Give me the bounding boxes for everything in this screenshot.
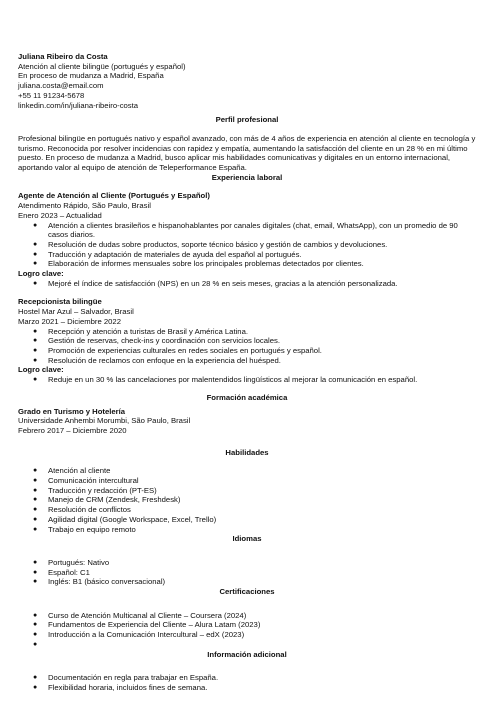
- list-item: ● Introducción a la Comunicación Intercultural – edX (2023): [33, 630, 245, 640]
- email[interactable]: juliana.costa@email.com: [18, 81, 104, 91]
- languages-section-title: Idiomas: [232, 534, 262, 544]
- bullet-icon: ●: [33, 578, 38, 586]
- bullet-icon: ●: [33, 346, 38, 354]
- job-entry: [18, 297, 476, 384]
- bullet-icon: ●: [33, 640, 38, 648]
- list-item: ● Recepción y atención a turistas de Brasil y América Latina.: [33, 326, 248, 336]
- languages-list: [18, 558, 476, 587]
- job-role: Recepcionista bilingüe: [18, 297, 102, 307]
- job-dates: Marzo 2021 – Diciembre 2022: [18, 316, 121, 326]
- list-item: ● Documentación en regla para trabajar en España.: [33, 673, 219, 683]
- list-item: ● Promoción de experiencias culturales en redes sociales en portugués y español.: [33, 345, 322, 355]
- bullet-icon: ●: [33, 250, 38, 258]
- bullet-icon: ●: [33, 337, 38, 345]
- certifications-section-title: Certificaciones: [219, 587, 275, 597]
- bullet-icon: ●: [33, 356, 38, 364]
- certifications-list: [18, 611, 476, 650]
- skills-section-title: Habilidades: [225, 447, 269, 457]
- list-item: ● Atención a clientes brasileños e hispanohablantes por canales digitales (chat, email, WhatsApp), con un promedio de 90 casos diarios.: [33, 220, 458, 240]
- achievement-label: Logro clave:: [18, 269, 64, 279]
- list-item: ● Manejo de CRM (Zendesk, Freshdesk): [33, 495, 181, 505]
- bullet-icon: ●: [33, 477, 38, 485]
- bullet-icon: ●: [33, 506, 38, 514]
- additional-section-title: Información adicional: [207, 649, 287, 659]
- list-item: ● Resolución de reclamos con enfoque en la experiencia del huésped.: [33, 355, 281, 365]
- headline: Atención al cliente bilingüe (portugués y español): [18, 61, 186, 71]
- job-duties-list: [18, 327, 476, 366]
- list-item: ● Flexibilidad horaria, incluidos fines de semana.: [33, 682, 208, 692]
- achievement-label: Logro clave:: [18, 365, 64, 375]
- phone: +55 11 91234-5678: [18, 90, 85, 100]
- school: Universidade Anhembi Morumbi, São Paulo, Brasil: [18, 416, 191, 426]
- bullet-icon: ●: [33, 260, 38, 268]
- achievement-list: [18, 279, 476, 289]
- bullet-icon: ●: [33, 558, 38, 566]
- bullet-icon: ●: [33, 467, 38, 475]
- bullet-icon: ●: [33, 568, 38, 576]
- bullet-icon: ●: [33, 279, 38, 287]
- list-item: ● Reduje en un 30 % las cancelaciones por malentendidos lingüísticos al mejorar la comunicación en español.: [33, 375, 418, 385]
- job-duties-list: [18, 221, 476, 270]
- list-item: ● Inglés: B1 (básico conversacional): [33, 577, 166, 587]
- list-item: ● Mejoré el índice de satisfacción (NPS) en un 28 % en seis meses, gracias a la atención personalizada.: [33, 278, 398, 288]
- additional-list: [18, 673, 476, 692]
- list-item: ● Trabajo en equipo remoto: [33, 524, 136, 534]
- skills-list: [18, 466, 476, 534]
- education-dates: Febrero 2017 – Diciembre 2020: [18, 425, 127, 435]
- list-item: ● Español: C1: [33, 567, 90, 577]
- bullet-icon: ●: [33, 631, 38, 639]
- relocation-note: En proceso de mudanza a Madrid, España: [18, 71, 164, 81]
- job-entry: [18, 191, 476, 288]
- bullet-icon: ●: [33, 611, 38, 619]
- bullet-icon: ●: [33, 240, 38, 248]
- contact-header: [18, 52, 476, 110]
- bullet-icon: ●: [33, 621, 38, 629]
- list-item: [18, 640, 476, 650]
- profile-summary: Profesional bilingüe en portugués nativo y español avanzado, con más de 4 años de experiencia en atención al cliente en tecnología y turismo. Reconocida por resolver incidencias con rapidez y empatía, aumentando la satisfacción del cliente en un 28 % en mi último puesto. En proceso de mudanza a Madrid, busco aplicar mis habilidades comunicativas y digitales en un entorno internacional, aportando valor al equipo de atención de Teleperformance España.: [18, 133, 476, 173]
- job-company: Hostel Mar Azul – Salvador, Brasil: [18, 307, 134, 317]
- list-item: ● Traducción y redacción (PT-ES): [33, 485, 157, 495]
- bullet-icon: ●: [33, 327, 38, 335]
- bullet-icon: ●: [33, 683, 38, 691]
- list-item: ● Elaboración de informes mensuales sobre los principales problemas detectados por clientes.: [33, 259, 364, 269]
- bullet-icon: ●: [33, 674, 38, 682]
- list-item: ● Traducción y adaptación de materiales de ayuda del español al portugués.: [33, 249, 302, 259]
- bullet-icon: ●: [33, 525, 38, 533]
- list-item: ● Fundamentos de Experiencia del Cliente – Alura Latam (2023): [33, 620, 261, 630]
- bullet-icon: ●: [33, 376, 38, 384]
- bullet-icon: ●: [33, 486, 38, 494]
- bullet-icon: ●: [33, 496, 38, 504]
- list-item: ● Comunicación intercultural: [33, 476, 139, 486]
- list-item: ● Resolución de dudas sobre productos, soporte técnico básico y gestión de cambios y devoluciones.: [33, 239, 388, 249]
- degree: Grado en Turismo y Hotelería: [18, 406, 126, 416]
- candidate-name: Juliana Ribeiro da Costa: [18, 52, 108, 61]
- education-section-title: Formación académica: [206, 392, 288, 402]
- experience-section-title: Experiencia laboral: [211, 172, 283, 182]
- job-company: Atendimento Rápido, São Paulo, Brasil: [18, 201, 151, 211]
- bullet-icon: ●: [33, 515, 38, 523]
- list-item: ● Portugués: Nativo: [33, 557, 110, 567]
- profile-section-title: Perfil profesional: [215, 115, 279, 125]
- list-item: ● Gestión de reservas, check-ins y coordinación con servicios locales.: [33, 336, 281, 346]
- list-item: ● Resolución de conflictos: [33, 505, 131, 515]
- job-dates: Enero 2023 – Actualidad: [18, 210, 102, 220]
- job-role: Agente de Atención al Cliente (Portugués y Español): [18, 191, 210, 201]
- list-item: ● Atención al cliente: [33, 466, 111, 476]
- achievement-list: [18, 375, 476, 385]
- list-item: ● Agilidad digital (Google Workspace, Excel, Trello): [33, 514, 217, 524]
- linkedin-link[interactable]: linkedin.com/in/juliana-ribeiro-costa: [18, 100, 139, 110]
- bullet-icon: ●: [33, 221, 38, 229]
- list-item: ● Curso de Atención Multicanal al Cliente – Coursera (2024): [33, 610, 247, 620]
